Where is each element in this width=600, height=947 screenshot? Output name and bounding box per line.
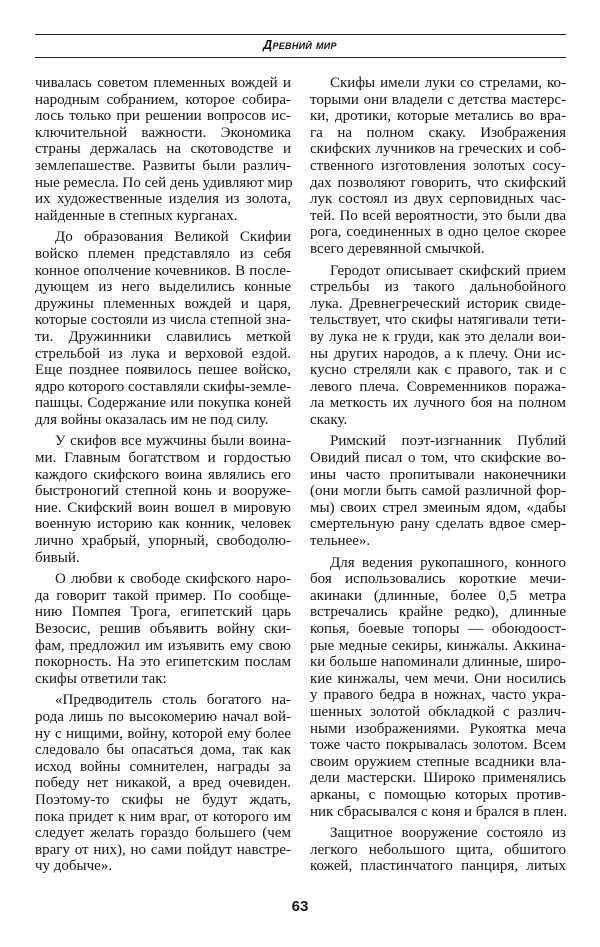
text-line: своим оружием степные всадники вла- bbox=[310, 753, 566, 770]
text-line: конное ополчение кочевников. В после- bbox=[35, 262, 291, 279]
text-line: войско племен представляло из себя bbox=[35, 245, 291, 262]
text-line: левого плеча. Современников поража- bbox=[310, 378, 566, 395]
text-line: рода лишь по высокомерию начал вой- bbox=[35, 708, 291, 725]
text-line: ключительной важности. Экономика bbox=[35, 124, 291, 141]
text-line: землепашестве. Развиты были различ- bbox=[35, 157, 291, 174]
text-line: лось только при решении вопросов ис- bbox=[35, 108, 291, 125]
text-line: ные ремесла. По сей день удивляют мир bbox=[35, 174, 293, 191]
text-line: Овидий писал о том, что скифские во- bbox=[310, 450, 566, 467]
text-line: ными изображениями. Рукоятка меча bbox=[310, 720, 566, 737]
text-line: копья, боевые топоры — обоюдоост- bbox=[310, 621, 566, 637]
text-line: каждого скифского воина являлись его bbox=[35, 466, 291, 483]
text-line: мы) своих стрел змеиным ядом, «дабы bbox=[310, 499, 566, 516]
text-line: их художественные изделия из золота, bbox=[35, 191, 291, 208]
text-line: легкого небольшого щита, обшитого bbox=[310, 841, 566, 858]
text-line: чивалась советом племенных вождей и bbox=[35, 75, 291, 91]
text-line: скифских лучников на греческих и соб- bbox=[310, 141, 566, 158]
paragraph bbox=[35, 75, 291, 224]
text-line: у правого бедра в ножнах, часто укра- bbox=[310, 687, 566, 704]
text-line: фам, предложил им изъявить ему свою bbox=[35, 637, 291, 654]
text-line: народным собранием, которое собира- bbox=[35, 91, 291, 108]
text-column-right bbox=[310, 75, 566, 880]
text-line: пашцы. Содержание или покупка коней bbox=[35, 395, 291, 412]
text-line: О любви к свободе скифского наро- bbox=[55, 571, 291, 588]
page-number: 63 bbox=[291, 898, 309, 915]
text-line: ми. Главным богатством и гордостью bbox=[35, 450, 291, 467]
text-line: врагу от них), но сами пойдут навстре- bbox=[35, 841, 291, 858]
text-line: военную историю как конник, человек bbox=[35, 516, 291, 533]
text-line: ственного изготовления золотых сосу- bbox=[310, 157, 566, 174]
text-line: лично храбрый, упорный, свободолю- bbox=[35, 533, 291, 550]
header-rule-top bbox=[35, 34, 566, 35]
text-line: Поэтому-то скифы не будут ждать, bbox=[35, 791, 291, 808]
text-line: дующем из него выделились конные bbox=[35, 279, 291, 296]
text-line: кусно стреляли как с правого, так и с bbox=[310, 362, 566, 379]
text-line: смертельную рану сделать вдвое смер- bbox=[310, 516, 566, 533]
text-line: тельнее». bbox=[310, 533, 371, 550]
text-line: ки больше напоминали длинные, широ- bbox=[310, 654, 566, 671]
text-line: ние. Скифский воин вошел в мировую bbox=[35, 499, 291, 516]
text-line: торыми они владели с детства мастерс- bbox=[310, 91, 566, 108]
text-line: чу добыче». bbox=[35, 858, 113, 875]
text-line: следует желать гораздо большего (чем bbox=[35, 825, 291, 842]
text-line: ти. Дружинники славились меткой bbox=[35, 328, 291, 345]
paragraph bbox=[310, 75, 566, 258]
text-line: ядро которого составляли скифы-земле- bbox=[35, 378, 292, 395]
text-line: кожей, пластинчатого панциря, литых bbox=[310, 858, 566, 875]
paragraph bbox=[35, 692, 291, 875]
text-line: ны других народов, а к плечу. Они ис- bbox=[310, 345, 566, 362]
text-line: победу нет никакой, а вред очевиден. bbox=[35, 775, 291, 792]
text-line: бивый. bbox=[35, 549, 80, 566]
text-line: У скифов все мужчины были воина- bbox=[55, 433, 291, 450]
text-line: Геродот описывает скифский прием bbox=[330, 262, 566, 279]
text-line: (они могли быть самой различной фор- bbox=[310, 483, 566, 500]
text-line: кие кинжалы, чем мечи. Они носились bbox=[310, 670, 566, 687]
text-line: Везосис, решив объявить войну ски- bbox=[35, 621, 291, 637]
text-line: тей. По всей вероятности, это были два bbox=[310, 207, 566, 224]
text-line: для войны оказалась им не под силу. bbox=[35, 411, 269, 428]
text-line: тоже часто покрывалась золотом. Всем bbox=[310, 737, 566, 754]
text-line: следовало бы опасаться дома, так как bbox=[35, 742, 291, 759]
text-line: найденные в степных курганах. bbox=[35, 207, 238, 224]
paragraph bbox=[310, 263, 566, 429]
text-line: да говорит такой пример. По сообще- bbox=[35, 587, 291, 604]
text-line: га на полном скаку. Изображения bbox=[310, 124, 566, 141]
text-line: исход войны сомнителен, награды за bbox=[35, 758, 291, 775]
paragraph bbox=[310, 433, 566, 549]
text-line: боя использовались короткие мечи- bbox=[310, 571, 566, 588]
text-line: ла меткость их лучного боя на полном bbox=[310, 395, 566, 412]
text-column-left bbox=[35, 75, 291, 880]
text-line: дели мастерски. Широко применялись bbox=[310, 770, 566, 787]
text-line: ну с нищими, войну, которой ему более bbox=[35, 725, 291, 742]
text-line: рые медные секиры, кинжалы. Аккина- bbox=[310, 637, 566, 654]
text-line: скаку. bbox=[310, 411, 348, 428]
text-line: которые состояли из числа степной зна- bbox=[35, 312, 291, 329]
text-line: шенных золотой обкладкой с различ- bbox=[310, 703, 566, 720]
text-line: лука. Древнегреческий историк свиде- bbox=[310, 295, 566, 312]
text-line: Еще позднее появилось пешее войско, bbox=[35, 362, 291, 379]
running-head: Древний мир bbox=[263, 38, 337, 52]
paragraph bbox=[310, 825, 566, 875]
text-line: рога, соединенных в одно целое скорее bbox=[310, 224, 566, 241]
text-line: дружины племенных вождей и царя, bbox=[35, 295, 291, 312]
text-line: ву лука не к груди, как это делали вои- bbox=[310, 328, 566, 345]
text-line: дах позволяют говорить, что скифский bbox=[310, 174, 566, 191]
text-line: Защитное вооружение состояло из bbox=[330, 825, 566, 842]
text-line: нию Помпея Трога, египетский царь bbox=[35, 604, 291, 621]
text-line: акинаки (длинные, более 0,5 метра bbox=[310, 587, 566, 604]
text-line: ки, дротики, которые метались во вра- bbox=[310, 108, 566, 125]
text-line: лук состоял из двух серповидных час- bbox=[310, 191, 566, 208]
text-line: Римский поэт-изгнанник Публий bbox=[330, 433, 566, 450]
text-line: покорность. На это египетским послам bbox=[35, 654, 291, 671]
text-line: тельствует, что скифы натягивали тети- bbox=[310, 312, 566, 329]
text-line: всего деревянной смычкой. bbox=[310, 240, 485, 257]
text-line: скифы ответили так: bbox=[35, 670, 167, 687]
text-line: стрельбы из такого дальнобойного bbox=[310, 279, 566, 296]
text-line: встречались крайне редко), длинные bbox=[310, 604, 566, 621]
paragraph bbox=[35, 229, 291, 428]
text-line: стрельбой из лука и верховой ездой. bbox=[35, 345, 291, 362]
text-line: страны держалась на скотоводстве и bbox=[35, 141, 291, 158]
text-line: ник сбрасывался с коня и брался в плен. bbox=[310, 803, 568, 820]
text-line: ины часто пропитывали наконечники bbox=[310, 466, 566, 483]
text-line: быстроногий степной конь и вооруже- bbox=[35, 483, 291, 500]
paragraph bbox=[310, 555, 566, 821]
header-rule-bottom bbox=[35, 57, 566, 58]
paragraph bbox=[35, 571, 291, 687]
paragraph bbox=[35, 433, 291, 566]
text-line: арканы, с помощью которых против- bbox=[310, 786, 566, 803]
text-line: Для ведения рукопашного, конного bbox=[330, 554, 566, 571]
text-line: До образования Великой Скифии bbox=[55, 229, 291, 246]
text-line: Скифы имели луки со стрелами, ко- bbox=[330, 75, 566, 91]
text-line: пока придет к ним враг, от которого им bbox=[35, 808, 291, 825]
text-line: «Предводитель столь богатого на- bbox=[55, 692, 291, 709]
